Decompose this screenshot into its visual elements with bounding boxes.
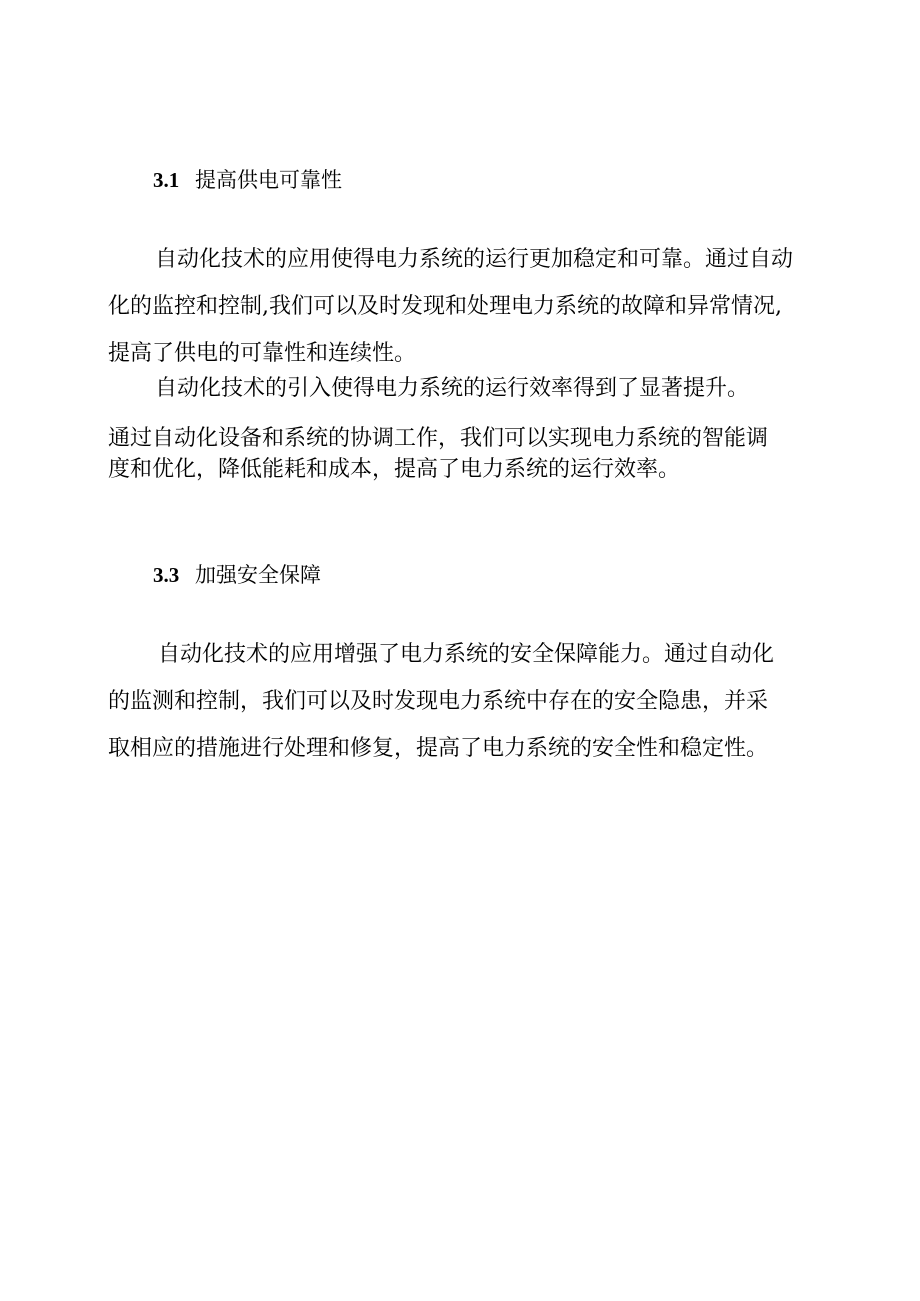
section-heading-3-1: [153, 166, 342, 194]
section-title: 提高供电可靠性: [195, 168, 342, 192]
text-line: 自动化技术的应用使得电力系统的运行更加稳定和可靠。通过自动: [155, 247, 794, 272]
text-line: 度和优化，降低能耗和成本，提高了电力系统的运行效率。: [108, 457, 681, 482]
section-number: 3.3: [153, 563, 180, 587]
text-line: 的监测和控制，我们可以及时发现电力系统中存在的安全隐患，并采: [108, 689, 769, 714]
text-line: 通过自动化设备和系统的协调工作，我们可以实现电力系统的智能调: [108, 426, 769, 451]
text-line: 自动化技术的应用增强了电力系统的安全保障能力。通过自动化: [158, 642, 775, 667]
section-number: 3.1: [153, 168, 180, 192]
text-line: 化的监控和控制,我们可以及时发现和处理电力系统的故障和异常情况,: [108, 294, 782, 319]
text-line: 取相应的措施进行处理和修复，提高了电力系统的安全性和稳定性。: [108, 736, 769, 761]
section-title: 加强安全保障: [195, 563, 321, 587]
section-heading-3-3: [153, 561, 321, 589]
text-line: 自动化技术的引入使得电力系统的运行效率得到了显著提升。: [155, 376, 750, 401]
text-line: 提高了供电的可靠性和连续性。: [108, 341, 417, 366]
